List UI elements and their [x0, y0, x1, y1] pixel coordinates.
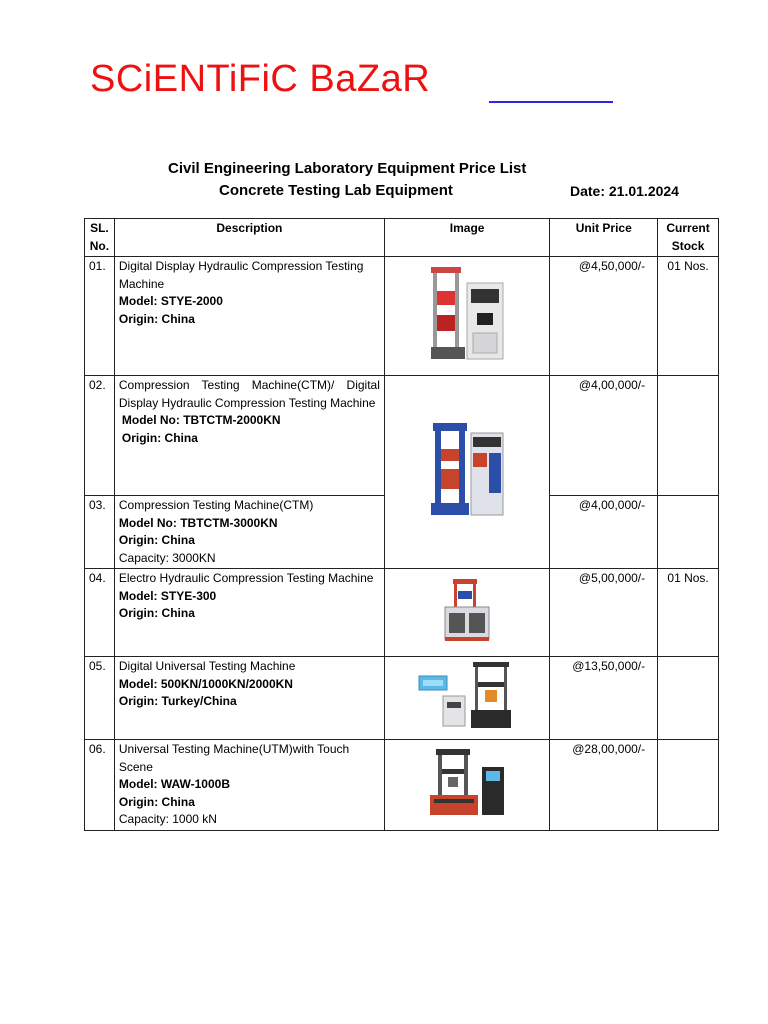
row-model: Model: STYE-300 [118, 588, 217, 603]
row-origin: Origin: China [118, 794, 195, 809]
table-row [85, 376, 719, 496]
row-sl: 02. [85, 376, 115, 496]
row-price: @4,00,000/- [550, 496, 658, 569]
row-price: @5,00,000/- [550, 569, 658, 657]
row-sl: 04. [85, 569, 115, 657]
row-description [114, 496, 384, 569]
row-description [114, 740, 384, 831]
row-model: Model: WAW-1000B [118, 777, 230, 791]
row-desc-text: Electro Hydraulic Compression Testing Machine [118, 571, 374, 585]
brand-underline-link[interactable] [489, 101, 613, 103]
row-sl: 01. [85, 257, 115, 376]
row-model: Model No: TBTCTM-3000KN [118, 515, 278, 530]
header-sl: SL. No. [85, 219, 115, 257]
header-stock: Current Stock [658, 219, 719, 257]
row-sl: 03. [85, 496, 115, 569]
row-stock [658, 496, 719, 569]
row-origin: Origin: China [118, 533, 195, 547]
row-stock [658, 376, 719, 496]
row-desc-text: Compression Testing Machine(CTM)/ Digital Display Hydraulic Compression Testing Machine [118, 378, 380, 410]
row-description [114, 257, 384, 376]
row-stock: 01 Nos. [658, 257, 719, 376]
table-header-row [85, 219, 719, 257]
header-image: Image [384, 219, 549, 257]
row-model: Model: STYE-2000 [118, 294, 223, 308]
brand-title: SCiENTiFiC BaZaR [90, 58, 431, 100]
row-model: Model: 500KN/1000KN/2000KN [118, 676, 293, 691]
universal-testing-machine-image [417, 660, 517, 730]
row-stock [658, 740, 719, 831]
row-capacity: Capacity: 3000KN [118, 550, 216, 565]
row-desc-text: Digital Display Hydraulic Compression Testing Machine [118, 259, 364, 291]
row-description [114, 657, 384, 740]
row-price: @28,00,000/- [550, 740, 658, 831]
row-origin: Origin: China [121, 430, 198, 445]
header-description: Description [114, 219, 384, 257]
row-origin: Origin: China [118, 606, 195, 620]
document-subtitle: Concrete Testing Lab Equipment [219, 182, 453, 199]
row-price: @13,50,000/- [550, 657, 658, 740]
row-image [384, 257, 549, 376]
document-title: Civil Engineering Laboratory Equipment Price List [168, 160, 527, 177]
row-model: Model No: TBTCTM-2000KN [121, 413, 281, 427]
header-unit-price: Unit Price [550, 219, 658, 257]
row-image [384, 376, 549, 569]
row-price: @4,00,000/- [550, 376, 658, 496]
table-row [85, 657, 719, 740]
row-desc-text: Compression Testing Machine(CTM) [118, 498, 314, 512]
row-description [114, 376, 384, 496]
table-row [85, 569, 719, 657]
ctm-machine-image [427, 419, 507, 519]
electro-hydraulic-machine-image [441, 577, 493, 643]
row-sl: 06. [85, 740, 115, 831]
row-origin: Origin: Turkey/China [118, 694, 237, 708]
row-desc-text: Universal Testing Machine(UTM)with Touch Scene [118, 742, 350, 774]
price-table [84, 218, 719, 831]
row-description [114, 569, 384, 657]
compression-machine-image [427, 263, 507, 363]
document-date: Date: 21.01.2024 [570, 183, 679, 199]
row-image [384, 657, 549, 740]
table-row [85, 740, 719, 831]
row-image [384, 569, 549, 657]
row-stock: 01 Nos. [658, 569, 719, 657]
row-image [384, 740, 549, 831]
table-row [85, 257, 719, 376]
row-price: @4,50,000/- [550, 257, 658, 376]
utm-touch-screen-machine-image [426, 747, 508, 817]
row-capacity: Capacity: 1000 kN [118, 812, 217, 826]
row-desc-text: Digital Universal Testing Machine [118, 659, 296, 673]
row-origin: Origin: China [118, 311, 195, 326]
row-sl: 05. [85, 657, 115, 740]
row-stock [658, 657, 719, 740]
